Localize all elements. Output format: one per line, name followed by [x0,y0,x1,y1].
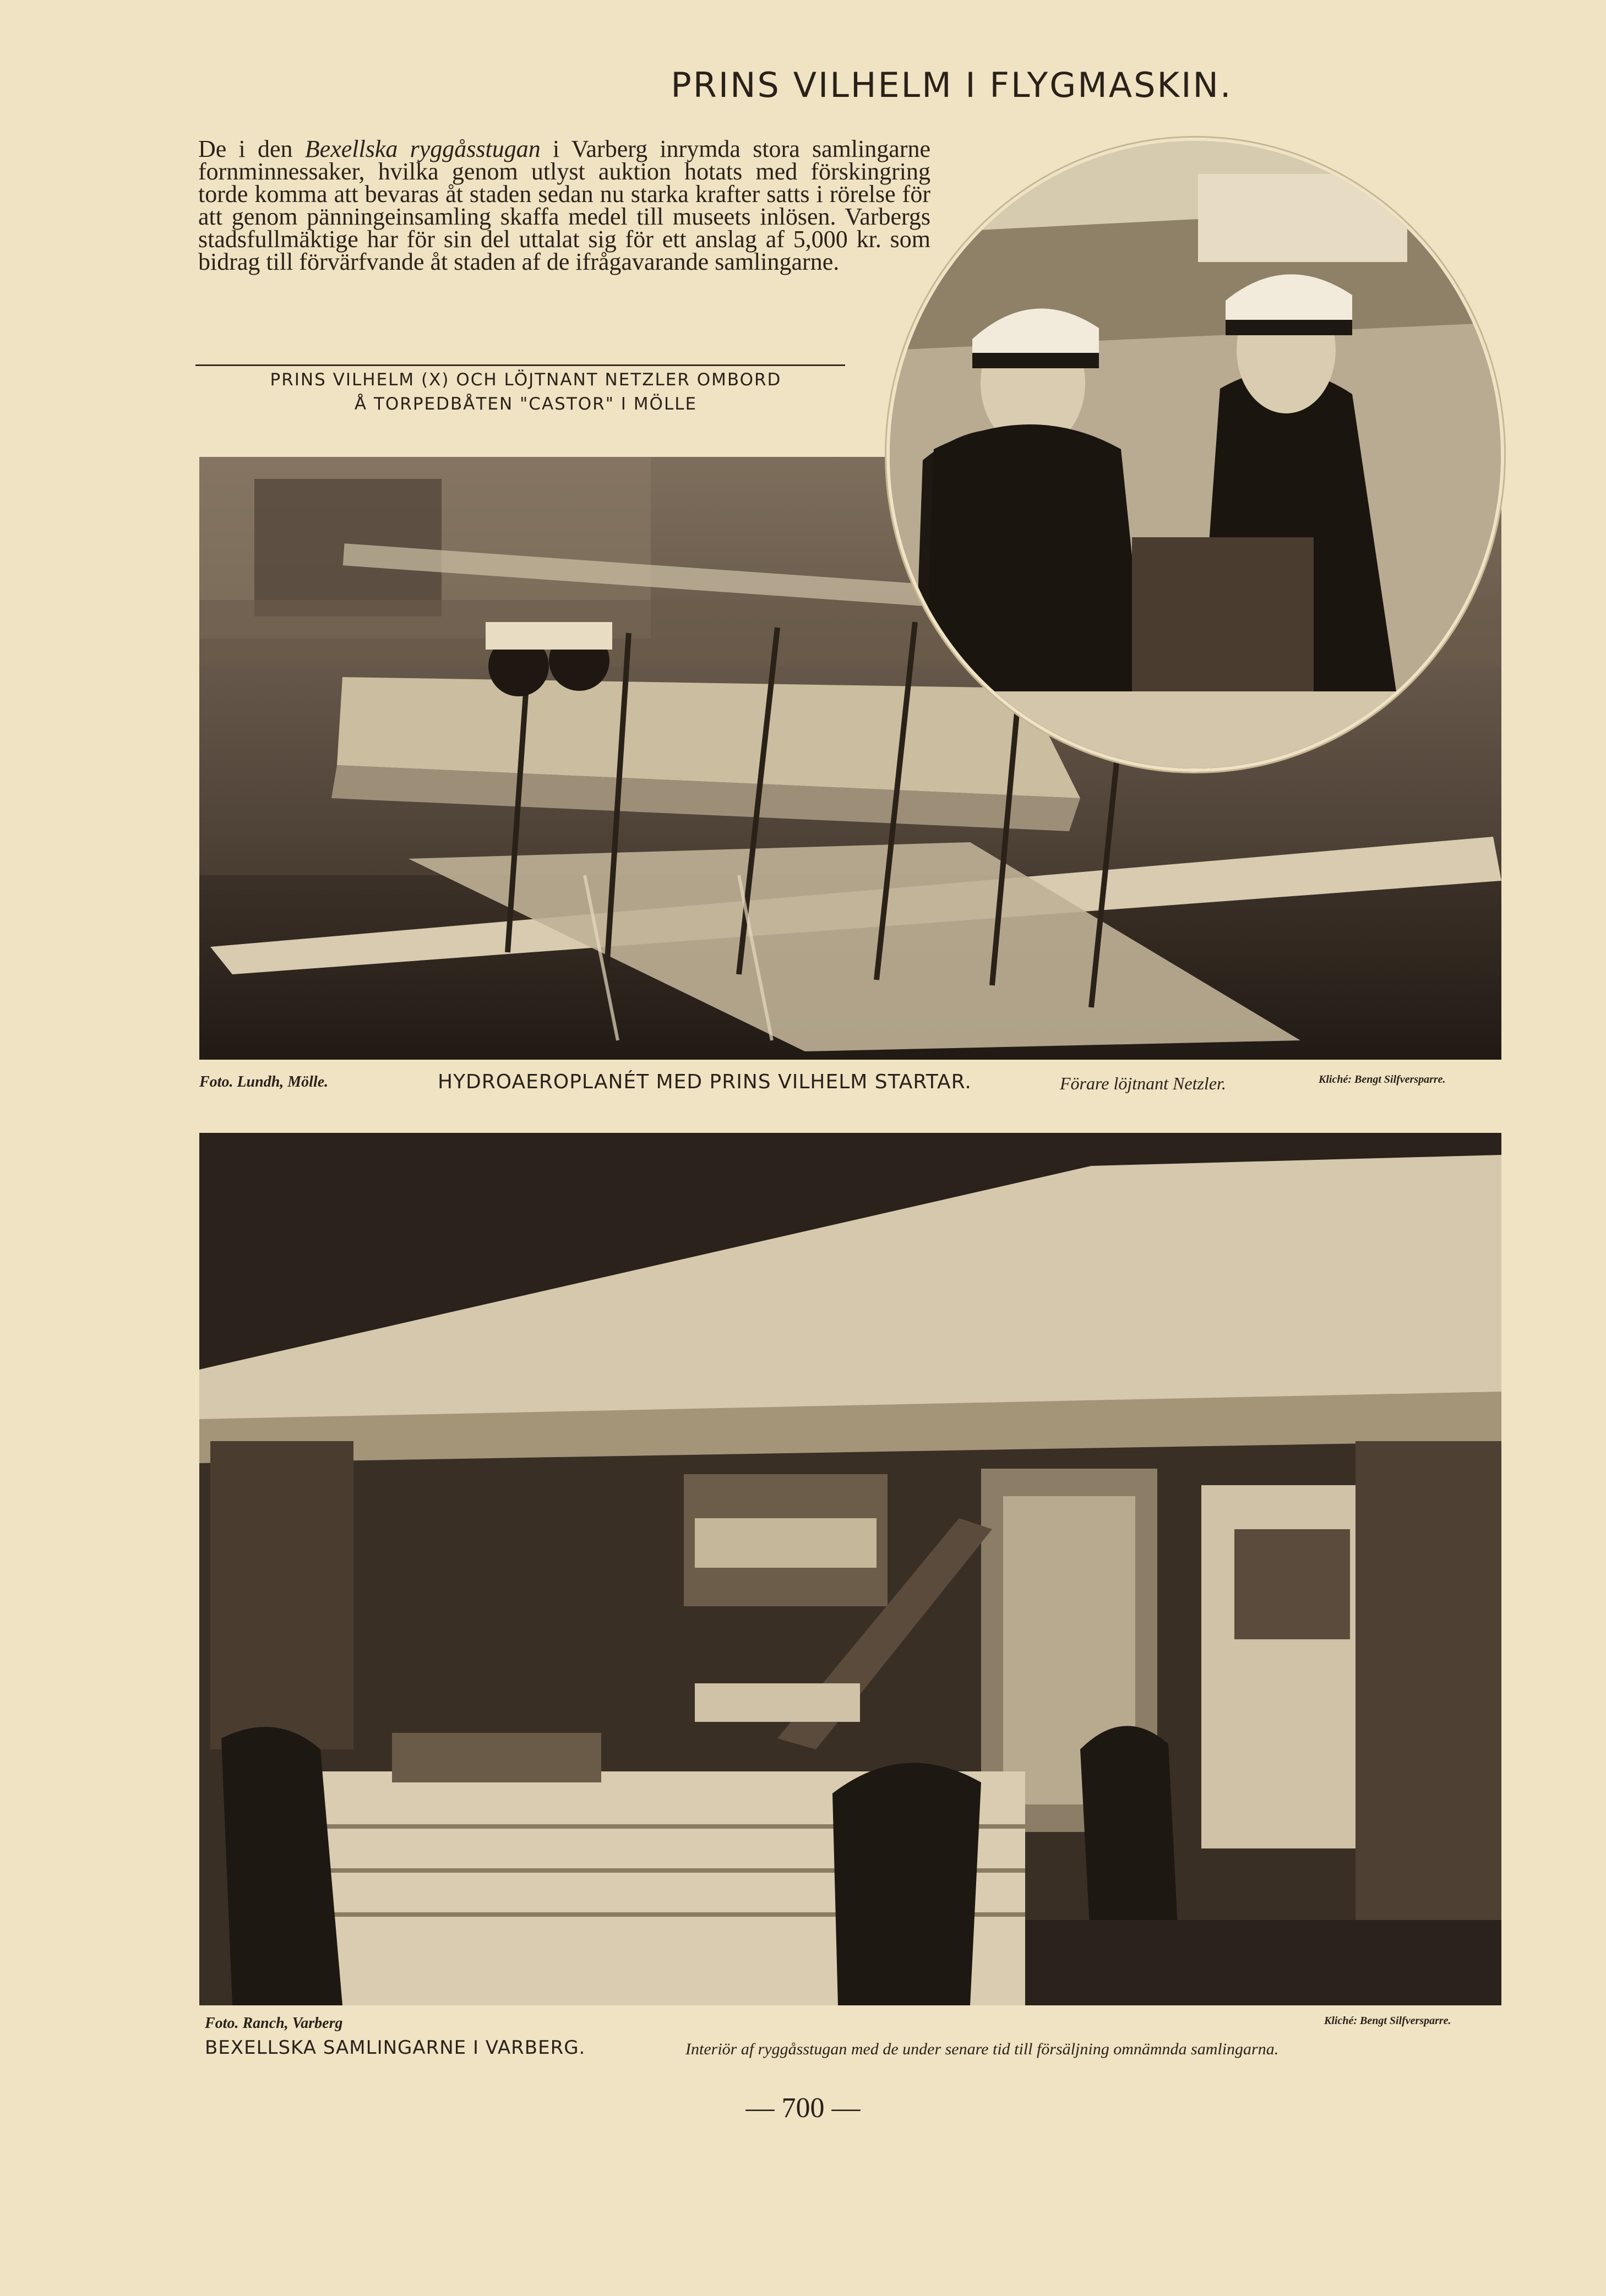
interior-photo [199,1133,1501,2005]
page-title: PRINS VILHELM I FLYGMASKIN. [671,65,1233,105]
bottom-photo-caption-italic: Interiör af ryggåsstugan med de under senare tid till försäljning omnämnda samlingarna. [685,2040,1279,2058]
caption-rule [195,364,845,366]
page-number: — 700 — [745,2092,861,2124]
top-photo-credit: Foto. Lundh, Mölle. [199,1073,329,1090]
bottom-photo-caption: BEXELLSKA SAMLINGARNE I VARBERG. [205,2037,586,2059]
intro-paragraph [198,135,931,275]
top-photo-caption: HYDROAEROPLANÉT MED PRINS VILHELM STARTAR. [438,1071,972,1093]
inset-caption-line2: Å TORPEDBÅTEN "CASTOR" I MÖLLE [354,394,698,414]
intro-rest: i Varberg inrymda stora samlingarne fornminnessaker, hvilka genom utlyst auktion hotats med förskingring torde komma att bevaras åt staden sedan nu starka krafter satts i rörelse för att genom pänningeinsamling skaffa medel till museets inlösen. Varbergs stadsfullmäktige har för sin del uttalat sig för ett anslag af 5,000 kr. som bidrag till förvärfvande åt staden af de ifrågavarande samlingarne. [198,135,931,275]
bottom-photo-credit: Foto. Ranch, Varberg [205,2015,343,2032]
top-photo-caption-italic: Förare löjtnant Netzler. [1060,1073,1226,1093]
top-photo-cliche: Kliché: Bengt Silfversparre. [1319,1073,1446,1086]
inset-caption-line1: PRINS VILHELM (X) OCH LÖJTNANT NETZLER OMBORD [270,370,782,390]
intro-lead: De i den [198,135,305,162]
inset-portrait-photo [886,138,1504,772]
bottom-photo-cliche: Kliché: Bengt Silfversparre. [1324,2015,1451,2027]
intro-emphasis: Bexellska ryggåsstugan [304,135,541,162]
